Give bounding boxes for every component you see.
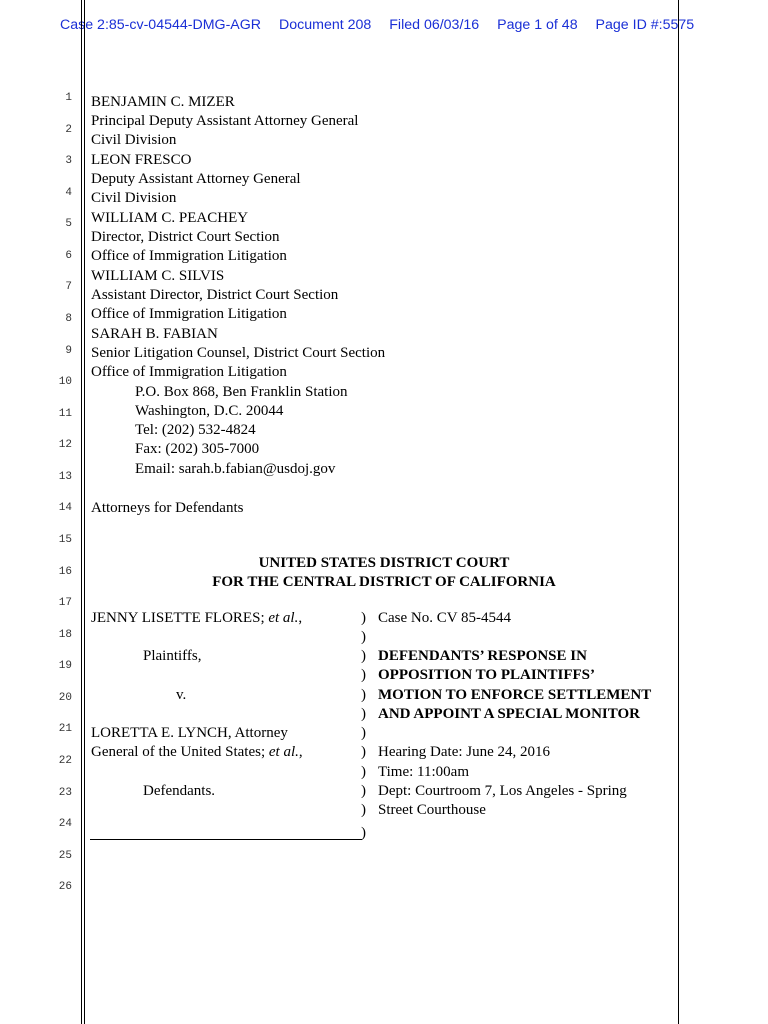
hearing-dept: Dept: Courtroom 7, Los Angeles - Spring — [378, 783, 627, 799]
document-title: OPPOSITION TO PLAINTIFFS’ — [378, 667, 595, 683]
case-number: Case No. CV 85-4544 — [378, 610, 512, 626]
counsel-title: Assistant Director, District Court Section — [91, 287, 339, 303]
header-document-number: Document 208 — [279, 17, 372, 33]
line-number: 1 — [65, 92, 72, 104]
line-number: 6 — [65, 250, 72, 262]
line-number: 7 — [65, 281, 72, 293]
counsel-address: P.O. Box 868, Ben Franklin Station — [135, 384, 348, 400]
counsel-address: Washington, D.C. 20044 — [135, 403, 284, 419]
caption-paren: ) — [361, 648, 366, 664]
counsel-fax: Fax: (202) 305-7000 — [135, 441, 260, 457]
caption-paren: ) — [361, 610, 366, 626]
plaintiffs-label: Plaintiffs, — [143, 648, 202, 664]
defendants-label: Defendants. — [143, 783, 216, 799]
defendant-name-text: General of the United States; — [91, 744, 269, 760]
caption-paren: ) — [361, 825, 366, 841]
line-number: 9 — [65, 345, 72, 357]
line-number: 2 — [65, 124, 72, 136]
plaintiff-name-text: JENNY LISETTE FLORES; — [91, 610, 269, 626]
line-number: 13 — [58, 471, 72, 483]
caption-paren: ) — [361, 744, 366, 760]
document-title: AND APPOINT A SPECIAL MONITOR — [378, 706, 640, 722]
line-number: 8 — [65, 313, 72, 325]
caption-rule — [90, 839, 362, 840]
defendant-etal: et al. — [268, 744, 299, 760]
counsel-office: Office of Immigration Litigation — [91, 248, 287, 264]
counsel-name: WILLIAM C. SILVIS — [91, 268, 225, 284]
line-number: 17 — [58, 597, 72, 609]
line-number: 10 — [58, 376, 72, 388]
counsel-title: Director, District Court Section — [91, 229, 280, 245]
line-number: 25 — [58, 850, 72, 862]
counsel-title: Senior Litigation Counsel, District Court Section — [91, 345, 386, 361]
line-number: 12 — [58, 439, 72, 451]
versus: v. — [176, 687, 187, 703]
header-page-id: Page ID #:5575 — [595, 17, 695, 33]
filing-header — [60, 17, 708, 33]
document-title: DEFENDANTS’ RESPONSE IN — [378, 648, 587, 664]
line-number: 11 — [58, 408, 72, 420]
line-number: 23 — [58, 787, 72, 799]
line-number: 21 — [58, 723, 72, 735]
attorneys-for-line: Attorneys for Defendants — [91, 500, 244, 516]
plaintiff-comma: , — [298, 610, 303, 626]
line-number: 16 — [58, 566, 72, 578]
hearing-time: Time: 11:00am — [378, 764, 469, 780]
counsel-office: Office of Immigration Litigation — [91, 306, 287, 322]
court-name: UNITED STATES DISTRICT COURT — [258, 555, 510, 571]
hearing-date: Hearing Date: June 24, 2016 — [378, 744, 551, 760]
line-number: 22 — [58, 755, 72, 767]
defendant-name — [91, 743, 303, 761]
line-number: 14 — [58, 502, 72, 514]
left-margin-rule — [81, 0, 82, 1024]
counsel-title: Principal Deputy Assistant Attorney General — [91, 113, 359, 129]
counsel-office: Office of Immigration Litigation — [91, 364, 287, 380]
header-page-count: Page 1 of 48 — [497, 17, 578, 33]
counsel-name: WILLIAM C. PEACHEY — [91, 210, 249, 226]
counsel-division: Civil Division — [91, 190, 177, 206]
counsel-email: Email: sarah.b.fabian@usdoj.gov — [135, 461, 336, 477]
line-number: 20 — [58, 692, 72, 704]
caption-paren: ) — [361, 687, 366, 703]
line-number: 18 — [58, 629, 72, 641]
caption-paren: ) — [361, 667, 366, 683]
line-number: 26 — [58, 881, 72, 893]
line-number: 19 — [58, 660, 72, 672]
line-number: 24 — [58, 818, 72, 830]
line-number: 4 — [65, 187, 72, 199]
document-title: MOTION TO ENFORCE SETTLEMENT — [378, 687, 652, 703]
caption-paren: ) — [361, 629, 366, 645]
line-number: 15 — [58, 534, 72, 546]
left-margin-rule — [84, 0, 85, 1024]
hearing-courthouse: Street Courthouse — [378, 802, 486, 818]
defendant-comma: , — [298, 744, 303, 760]
counsel-division: Civil Division — [91, 132, 177, 148]
counsel-title: Deputy Assistant Attorney General — [91, 171, 301, 187]
counsel-telephone: Tel: (202) 532-4824 — [135, 422, 256, 438]
caption-paren: ) — [361, 706, 366, 722]
defendant-name: LORETTA E. LYNCH, Attorney — [91, 725, 288, 741]
header-filed-date: Filed 06/03/16 — [389, 17, 480, 33]
caption-paren: ) — [361, 764, 366, 780]
plaintiff-name — [91, 609, 302, 627]
caption-paren: ) — [361, 802, 366, 818]
right-margin-rule — [678, 0, 679, 1024]
counsel-name: BENJAMIN C. MIZER — [91, 94, 235, 110]
plaintiff-etal: et al. — [268, 610, 299, 626]
counsel-name: SARAH B. FABIAN — [91, 326, 218, 342]
court-district: FOR THE CENTRAL DISTRICT OF CALIFORNIA — [212, 574, 556, 590]
counsel-name: LEON FRESCO — [91, 152, 192, 168]
caption-paren: ) — [361, 725, 366, 741]
line-number: 3 — [65, 155, 72, 167]
caption-paren: ) — [361, 783, 366, 799]
header-case-number: Case 2:85-cv-04544-DMG-AGR — [60, 17, 262, 33]
line-number: 5 — [65, 218, 72, 230]
